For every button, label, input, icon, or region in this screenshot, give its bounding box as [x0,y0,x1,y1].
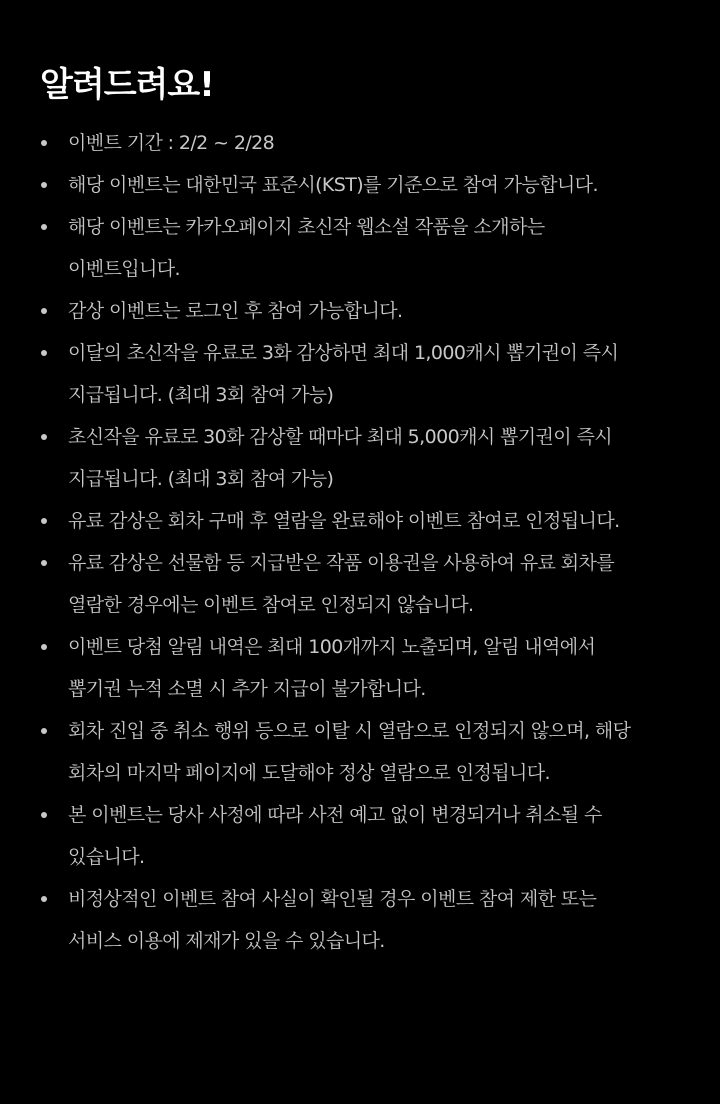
notice-item-text: 해당 이벤트는 카카오페이지 초신작 웹소설 작품을 소개하는 [68,216,545,238]
notice-item [0,794,720,878]
notice-item [0,542,720,626]
notice-item-text: 초신작을 유료로 30화 감상할 때마다 최대 5,000캐시 뽑기권이 즉시 [68,426,612,448]
notice-item [0,290,720,332]
notice-list [0,122,720,962]
notice-item-text: 유료 감상은 회차 구매 후 열람을 완료해야 이벤트 참여로 인정됩니다. [68,510,620,532]
bullet-dot-icon [41,644,47,650]
bullet-dot-icon [41,224,47,230]
notice-title: 알려드려요! [40,65,214,105]
notice-item-text-continued: 회차의 마지막 페이지에 도달해야 정상 열람으로 인정됩니다. [68,762,550,784]
bullet-dot-icon [41,896,47,902]
notice-item [0,164,720,206]
notice-item-text: 회차 진입 중 취소 행위 등으로 이탈 시 열람으로 인정되지 않으며, 해당 [68,720,631,742]
notice-item [0,416,720,500]
bullet-dot-icon [41,182,47,188]
bullet-dot-icon [41,560,47,566]
notice-item-text-continued: 지급됩니다. (최대 3회 참여 가능) [68,468,334,490]
bullet-dot-icon [41,140,47,146]
bullet-dot-icon [41,434,47,440]
notice-item [0,878,720,962]
notice-item-text-continued: 서비스 이용에 제재가 있을 수 있습니다. [68,930,385,952]
notice-item [0,500,720,542]
notice-item-text: 본 이벤트는 당사 사정에 따라 사전 예고 없이 변경되거나 취소될 수 [68,804,602,826]
notice-item [0,626,720,710]
notice-item-text-continued: 이벤트입니다. [68,258,180,280]
notice-item-text: 감상 이벤트는 로그인 후 참여 가능합니다. [68,300,403,322]
bullet-dot-icon [41,308,47,314]
notice-item-text-continued: 열람한 경우에는 이벤트 참여로 인정되지 않습니다. [68,594,474,616]
notice-item-text: 이벤트 당첨 알림 내역은 최대 100개까지 노출되며, 알림 내역에서 [68,636,596,658]
bullet-dot-icon [41,518,47,524]
notice-item-text: 유료 감상은 선물함 등 지급받은 작품 이용권을 사용하여 유료 회차를 [68,552,615,574]
notice-item [0,332,720,416]
notice-item-text: 해당 이벤트는 대한민국 표준시(KST)를 기준으로 참여 가능합니다. [68,174,598,196]
notice-item-text: 이벤트 기간 : 2/2 ~ 2/28 [68,132,275,154]
notice-item [0,122,720,164]
notice-item-text: 이달의 초신작을 유료로 3화 감상하면 최대 1,000캐시 뽑기권이 즉시 [68,342,619,364]
notice-item-text-continued: 있습니다. [68,846,145,868]
bullet-dot-icon [41,728,47,734]
notice-item [0,710,720,794]
notice-item-text-continued: 뽑기권 누적 소멸 시 추가 지급이 불가합니다. [68,678,426,700]
bullet-dot-icon [41,812,47,818]
notice-item-text-continued: 지급됩니다. (최대 3회 참여 가능) [68,384,334,406]
bullet-dot-icon [41,350,47,356]
notice-item-text: 비정상적인 이벤트 참여 사실이 확인될 경우 이벤트 참여 제한 또는 [68,888,597,910]
notice-item [0,206,720,290]
